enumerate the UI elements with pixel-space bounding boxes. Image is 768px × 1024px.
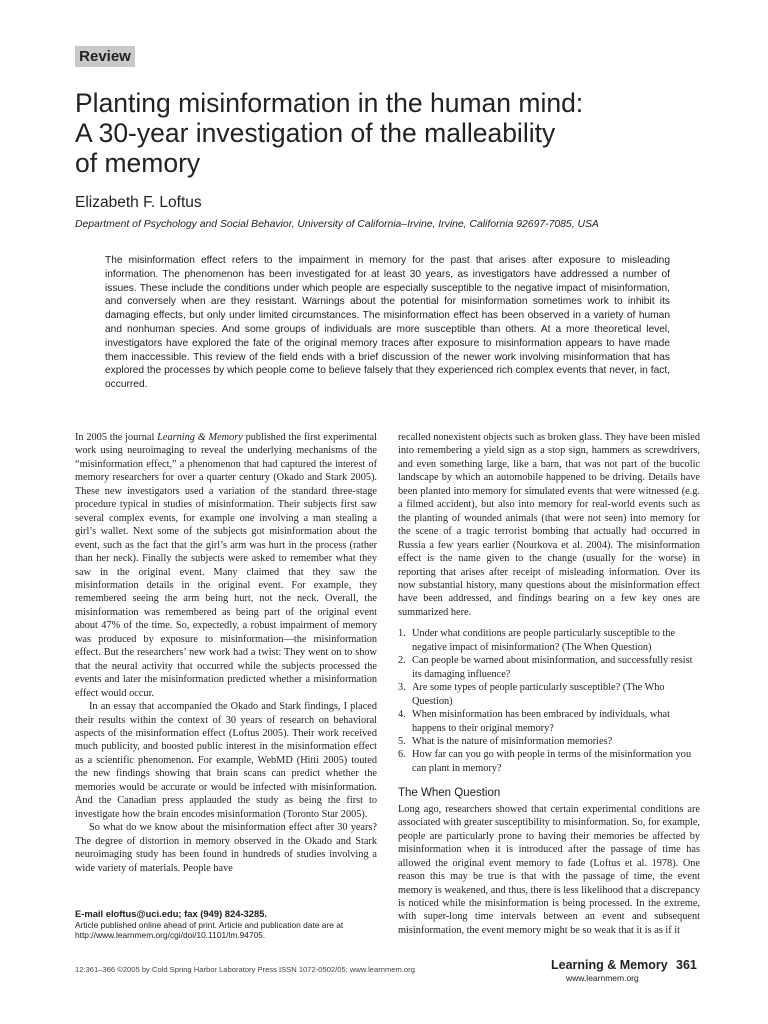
list-item — [398, 735, 700, 748]
list-item — [398, 748, 700, 775]
list-item-text: Under what conditions are people particularly susceptible to the negative impact of misinformation? (The When Question) — [412, 628, 676, 653]
list-item — [398, 654, 700, 681]
footer-citation: 12:361–366 ©2005 by Cold Spring Harbor Laboratory Press ISSN 1072-0502/05; www.learnmem.org — [75, 965, 415, 974]
section-badge: Review — [75, 46, 135, 67]
journal-name-italic: Learning & Memory — [157, 432, 243, 443]
correspondence-email: E-mail eloftus@uci.edu; fax (949) 824-3285. — [75, 908, 268, 919]
list-item-number: 6. — [398, 749, 406, 761]
list-item-text: What is the nature of misinformation memories? — [412, 735, 613, 747]
page-number: 361 — [676, 958, 697, 972]
footer-website-link[interactable]: www.learnmem.org — [566, 973, 639, 983]
author-affiliation: Department of Psychology and Social Behavior, University of California–Irvine, Irvine, California 92697-7085, USA — [75, 219, 599, 230]
intro-text-start: In 2005 the journal — [75, 432, 158, 443]
list-item-text: Are some types of people particularly susceptible? (The Who Question) — [412, 682, 665, 707]
footer-journal-name: Learning & Memory — [551, 958, 668, 972]
right-column — [398, 431, 700, 937]
list-item-text: When misinformation has been embraced by individuals, what happens to their original memory? — [412, 709, 670, 734]
footnote-line-1: Article published online ahead of print. Article and publication date are at — [75, 920, 344, 931]
list-item-text: Can people be warned about misinformation, and successfully resist its damaging influence? — [412, 655, 693, 680]
intro-text-rest: published the first experimental work using neuroimaging to reveal the underlying mechanisms of the “misinformation effect,” a phenomenon that had captured the interest of memory researchers for over a quarter century (Okado and Stark 2005). These new investigators used a variation of the standard three-stage procedure typical in studies of misinformation. Their subjects first saw several complex events, for example one involving a man stealing a girl’s wallet. Next some of the subjects got misinformation about the event, such as the fact that the girl’s arm was hurt in the process (rather than her neck). Finally the subjects were asked to remember what they saw in the original event. Many claimed that they saw the misinformation details in the original event. For example, they remembered seeing the arm being hurt, not the neck. Overall, the misinformation was remembered as being part of the original event about 47% of the time. So, expectedly, a robust impairment of memory was produced by exposure to misinformation—the misinformation effect. But the researchers’ new work had a twist: They went on to show that the neural activity that occurred while the subjects processed the events and later the misinformation predicted whether a misinformation effect would occur. — [75, 432, 377, 699]
list-item-number: 4. — [398, 709, 406, 721]
title-line-2: A 30-year investigation of the malleability — [75, 118, 556, 148]
materials-paragraph: recalled nonexistent objects such as broken glass. They have been misled into remembering a yield sign as a stop sign, hammers as screwdrivers, and even something large, like a barn, that was not part of the bucolic landscape by which an automobile happened to be driving. Details have been planted into memory for simulated events that were witnessed (e.g. a filmed accident), but also into memory for real-world events such as the planting of wounded animals (that were not seen) into memory for the scene of a tragic terrorist bombing that actually had occurred in Russia a few years earlier (Nourkova et al. 2004). The misinformation effect is the name given to the change (usually for the worse) in reporting that arises after receipt of misleading information. Over its now substantial history, many questions about the misinformation effect have been addressed, and findings bearing on a few key ones are summarized here. — [398, 432, 700, 618]
left-column — [75, 431, 377, 875]
list-item — [398, 708, 700, 735]
author-name: Elizabeth F. Loftus — [75, 194, 202, 211]
footnote — [75, 909, 385, 941]
question-list — [398, 627, 700, 775]
list-item-number: 2. — [398, 655, 406, 667]
abstract: The misinformation effect refers to the impairment in memory for the past that arises after exposure to misleading information. The phenomenon has been investigated for at least 30 years, as investigators have addressed a number of issues. These include the conditions under which people are especially susceptible to the negative impact of misinformation, and conversely when are they resistant. Warnings about the potential for misinformation sometimes work to inhibit its damaging effects, but only under limited circumstances. The misinformation effect has been observed in a variety of human and nonhuman species. And some groups of individuals are more susceptible than others. At a more theoretical level, investigators have explored the fate of the original memory traces after exposure to misinformation appears to have made them inaccessible. This review of the field ends with a brief discussion of the newer work involving misinformation that has explored the processes by which people come to believe falsely that they experienced rich complex events that never, in fact, occurred. — [105, 255, 670, 391]
title-line-1: Planting misinformation in the human mind: — [75, 88, 584, 118]
list-item — [398, 627, 700, 654]
intro-paragraph — [75, 431, 377, 700]
essay-paragraph: In an essay that accompanied the Okado and Stark findings, I placed their results within the context of 30 years of research on behavioral aspects of the misinformation effect (Loftus 2005). Their work received much publicity, and boosted public interest in the misinformation effect as a scientific phenomenon. For example, WebMD (Hitti 2005) touted the new findings showing that brain scans can predict whether the memories would be accurate or would be infected with misinformation. And the Canadian press applauded the study as being the first to investigate how the brain encodes misinformation (Toronto Star 2005). — [75, 701, 377, 820]
list-item-text: How far can you go with people in terms of the misinformation you can plant in memory? — [412, 749, 692, 774]
list-item — [398, 681, 700, 708]
section-heading: The When Question — [398, 787, 501, 800]
list-item-number: 5. — [398, 735, 406, 747]
title-line-3: of memory — [75, 148, 201, 178]
thirty-years-paragraph: So what do we know about the misinformation effect after 30 years? The degree of distortion in memory observed in the Okado and Stark neuroimaging study has been found in hundreds of studies involving a wide variety of materials. People have — [75, 822, 377, 874]
article-title — [75, 88, 715, 178]
footnote-doi-link[interactable]: http://www.learnmem.org/cgi/doi/10.1101/lm.94705. — [75, 930, 266, 941]
list-item-number: 3. — [398, 682, 406, 694]
when-question-paragraph: Long ago, researchers showed that certain experimental conditions are associated with greater susceptibility to misinformation. So, for example, people are particularly prone to having their memories be affected by misinformation when it is introduced after the passage of time has allowed the original event memory to fade (Loftus et al. 1978). One reason this may be true is that with the passage of time, the event memory is weakened, and thus, there is less likelihood that a discrepancy is noticed while the misinformation is being processed. In the extreme, with super-long time intervals between an event and subsequent misinformation, the event memory might be so weak that it is as if it — [398, 803, 700, 936]
list-item-number: 1. — [398, 628, 406, 640]
